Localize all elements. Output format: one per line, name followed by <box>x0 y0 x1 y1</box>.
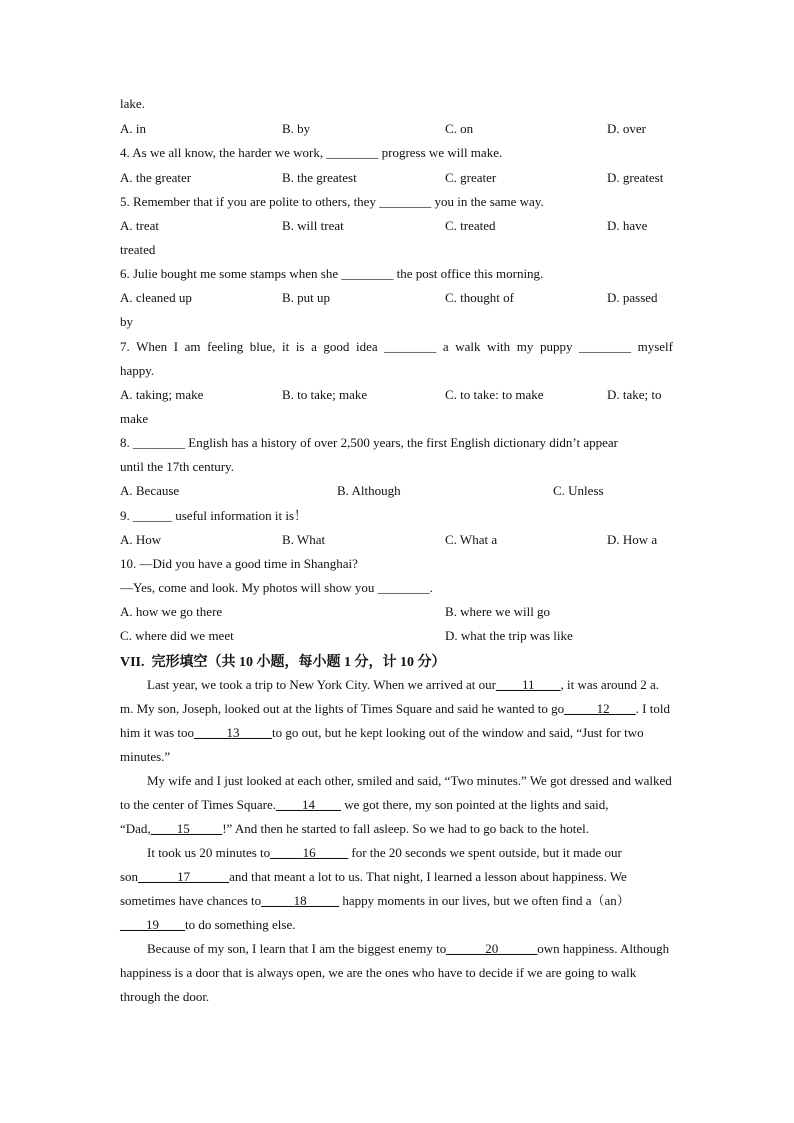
blank-15: ____15_____ <box>150 821 223 836</box>
q4-option-c: C. greater <box>445 170 497 185</box>
passage-text: Last year, we took a trip to New York City. When we arrived at our <box>147 677 496 692</box>
q10-option-d: D. what the trip was like <box>445 628 573 643</box>
q10-option-a: A. how we go there <box>120 604 223 619</box>
q8-option-c: C. Unless <box>553 483 604 498</box>
blank-17: ______17______ <box>138 869 230 884</box>
question-3-fragment: lake. <box>120 96 145 111</box>
q7-option-d-wrap: make <box>120 411 149 426</box>
passage-text: for the 20 seconds we spent outside, but it made our son <box>120 845 622 884</box>
blank-13: _____13_____ <box>194 725 273 740</box>
q6-option-d: D. passed <box>607 290 658 305</box>
q7-option-b: B. to take; make <box>282 387 368 402</box>
blank-14: ____14____ <box>275 797 341 812</box>
q7-stem-line1: 7. When I am feeling blue, it is a good idea ________ a walk with my puppy ________ myself <box>120 339 673 354</box>
passage-text: and that meant a lot to us. That night, I learned a lesson about happiness. We sometimes have chances to <box>120 869 627 908</box>
q8-stem-line2: until the 17th century. <box>120 459 234 474</box>
q9-option-c: C. What a <box>445 532 498 547</box>
q6-option-b: B. put up <box>282 290 331 305</box>
blank-12: _____12____ <box>564 701 636 716</box>
q5-option-a: A. treat <box>120 218 159 233</box>
blank-20: ______20______ <box>446 941 538 956</box>
passage-paragraph-1 <box>120 673 675 769</box>
passage-text: , it was around 2 a. m. My son, Joseph, looked out at the lights of Times Square and said he wanted to go <box>120 677 660 716</box>
q6-option-d-wrap: by <box>120 314 133 329</box>
q9-stem: 9. ______ useful information it is！ <box>120 508 308 523</box>
q5-option-b: B. will treat <box>282 218 344 233</box>
blank-19: ____19____ <box>120 917 185 932</box>
passage-paragraph-3 <box>120 841 675 937</box>
q8-stem-line1: 8. ________ English has a history of over 2,500 years, the first English dictionary didn’t appear <box>120 435 618 450</box>
q5-option-d-wrap: treated <box>120 242 156 257</box>
passage-text: to do something else. <box>185 917 296 932</box>
q6-option-c: C. thought of <box>445 290 514 305</box>
q5-option-c: C. treated <box>445 218 496 233</box>
cloze-passage <box>120 673 675 1009</box>
section-title: VII. 完形填空（共 10 小题，每小题 1 分，计 10 分） <box>120 655 446 670</box>
passage-text: It took us 20 minutes to <box>147 845 271 860</box>
passage-paragraph-2 <box>120 769 675 841</box>
q6-option-a: A. cleaned up <box>120 290 192 305</box>
q8-option-a: A. Because <box>120 483 180 498</box>
q6-stem: 6. Julie bought me some stamps when she ________ the post office this morning. <box>120 266 544 281</box>
q9-option-b: B. What <box>282 532 326 547</box>
q8-option-b: B. Although <box>337 483 401 498</box>
q10-stem-line2: —Yes, come and look. My photos will show you ________. <box>120 580 433 595</box>
q7-option-c: C. to take: to make <box>445 387 544 402</box>
q3-option-d: D. over <box>607 121 646 136</box>
passage-text: own happiness. Although happiness is a door that is always open, we are the ones who have to decide if we are going to walk through the door. <box>120 941 670 1004</box>
passage-text: happy moments in our lives, but we often find a（an） <box>339 893 630 908</box>
q9-option-d: D. How a <box>607 532 658 547</box>
passage-text: to go out, but he kept looking out of the window and said, “Just for two minutes.” <box>120 725 644 764</box>
q10-stem-line1: 10. —Did you have a good time in Shanghai? <box>120 556 358 571</box>
q4-option-d: D. greatest <box>607 170 664 185</box>
q10-option-b: B. where we will go <box>445 604 551 619</box>
blank-16: _____16_____ <box>270 845 349 860</box>
passage-paragraph-4 <box>120 937 675 1009</box>
q7-option-a: A. taking; make <box>120 387 204 402</box>
q7-stem-line2: happy. <box>120 363 155 378</box>
q3-option-b: B. by <box>282 121 311 136</box>
q7-option-d: D. take; to <box>607 387 662 402</box>
q4-option-b: B. the greatest <box>282 170 357 185</box>
passage-text: !” And then he started to fall asleep. So we had to go back to the hotel. <box>222 821 589 836</box>
blank-11: ____11____ <box>495 677 561 692</box>
q10-option-c: C. where did we meet <box>120 628 234 643</box>
q4-stem: 4. As we all know, the harder we work, ________ progress we will make. <box>120 145 503 160</box>
blank-18: _____18_____ <box>261 893 340 908</box>
passage-text: . I told him it was too <box>120 701 670 740</box>
q3-option-c: C. on <box>445 121 474 136</box>
q9-option-a: A. How <box>120 532 162 547</box>
q5-stem: 5. Remember that if you are polite to others, they ________ you in the same way. <box>120 194 544 209</box>
passage-text: Because of my son, I learn that I am the biggest enemy to <box>147 941 447 956</box>
q5-option-d: D. have <box>607 218 648 233</box>
passage-text: My wife and I just looked at each other, smiled and said, “Two minutes.” We got dressed and walked to the center of Times Square. <box>120 773 672 812</box>
q3-option-a: A. in <box>120 121 146 136</box>
passage-text: we got there, my son pointed at the lights and said, “Dad, <box>120 797 609 836</box>
q4-option-a: A. the greater <box>120 170 192 185</box>
